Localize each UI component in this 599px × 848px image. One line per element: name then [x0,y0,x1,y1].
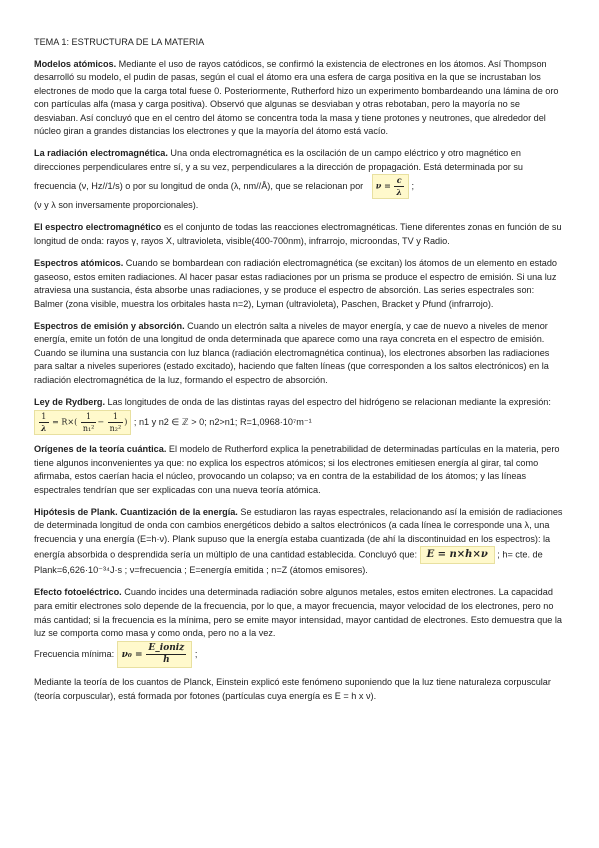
text-fotoelectrico: Cuando incides una determinada radiación sobre algunos metales, estos emiten electrones. La capacidad para emitir electrones solo depende de la frecuencia, por lo que, a mayor frecuencia, mayor velocidad de los electrones, pero no más cantidad; si la frecuencia es la mínima, pero se emite mayor intensidad, mayor cantidad de electrones. Esto demuestra que la luz se comporta como masa y como onda, pero no a la vez. [34,587,562,639]
freq-label: Frecuencia mínima: [34,648,115,659]
paragraph-modelos-atomicos [34,58,564,139]
heading-plank: Hipótesis de Plank. Cuantización de la energía. [34,506,238,517]
rydberg-b-num: 1 [108,411,124,423]
text-espectros-atomicos: Cuando se bombardean con radiación electromagnética (se excitan) los átomos de un elemento en estado gaseoso, estos emiten radiaciones. Al hacer pasar estas radiaciones por un prisma se produce el espectro de emisión. Si una luz atraviesa una sustancia, ésta absorbe unas radiaciones, y se produce el espectro de absorción. Las series espectrales son: Balmer (zona visible, muestra los orbitales hasta n=2), Lyman (ultravioleta), Paschen, Bracket y Pfund (infrarrojo). [34,258,557,309]
heading-espectro: El espectro electromagnético [34,222,162,233]
document-title: TEMA 1: ESTRUCTURA DE LA MATERIA [34,37,205,47]
plank-formula-text: E = n×h×ν [426,549,488,561]
text-rydberg: Las longitudes de onda de las distintas rayas del espectro del hidrógeno se relacionan mediante la expresión: [105,396,551,407]
rydberg-lhs-den: λ [41,422,47,433]
freqmin-den: h [163,654,170,665]
text-einstein: Mediante la teoría de los cuantos de Planck, Einstein explicó este fenómeno suponiendo que la luz tiene naturaleza corpuscular (teoría corpuscular), está formada por fotones (partículas cuya energía es E = h x ν). [34,677,551,701]
text-radiacion-tail: (ν y λ son inversamente proporcionales). [34,200,199,211]
rydberg-lhs-fraction [39,411,49,434]
rydberg-mid: = R× [52,417,75,427]
rydberg-b-fraction [108,411,124,434]
rydberg-a-fraction [81,411,97,434]
rydberg-a-den: n₁² [82,423,95,433]
paragraph-rydberg [34,396,564,435]
formula-numerator: c [394,175,404,187]
paragraph-fotoelectrico [34,586,564,667]
document-page [34,36,564,712]
rydberg-b-den: n₂² [109,423,122,433]
formula-lhs: ν = [375,180,391,191]
plank-after: ; h= cte. de Plank=6,626·10⁻³⁴J·s ; ν=frecuencia ; E=energía emitida ; n=Z (átomos emisores). [34,549,543,576]
paragraph-plank [34,506,564,578]
rydberg-a-num: 1 [81,411,97,423]
rydberg-lhs-num: 1 [39,411,49,423]
formula-rydberg: $\frac{1}{\lambda}$ = R×( $\frac{1}{\text{n₁²}}$ − $\frac{1}{\text{n₂²}}$ ) [34,410,131,435]
text-emision-absorcion: Cuando un electrón salta a niveles de mayor energía, y cae de nuevo a niveles de menor energía, emite un fotón de una longitud de onda determinada que aparece como una raya concreta en el espectro de emisión. Cuando se ilumina una sustancia con luz blanca (radiación electromagnética continua), los electrones absorben las radiaciones para saltar a niveles superiores (estado excitado), haciendo que falten líneas (que corresponden a los saltos electrónicos) en la radiación electromagnética de la luz, formando el espectro de absorción. [34,320,550,385]
heading-radiacion: La radiación electromagnética. [34,148,168,159]
paragraph-espectros-atomicos [34,257,564,311]
formula-frecuencia-minima [117,641,193,668]
paragraph-einstein [34,676,564,703]
text-plank: Se estudiaron las rayas espectrales, relacionando así la emisión de radiaciones de determinada longitud de onda con cambios energéticos debido a saltos electrónicos (a cada línea le corresponde una λ, una frecuencia y una energía (E=h·ν). Plank supuso que la energía estaba cuantizada (de ahí la discontinuidad en los espectros): la energía absorbida o desprendida sería un múltiplo de una cantidad establecida. Concluyó que: [34,506,563,560]
text-teoria-cuantica: El modelo de Rutherford explica la penetrabilidad de determinadas partículas en la materia, pero tiene algunos inconvenientes ya que: no explica los espectros atómicos; si los electrones emitiesen energía al girar, tal como afirmaba, estos caerían hacia el núcleo, provocando un colapso; va en contra de la estabilidad de los átomos; y las líneas espectrales tendrían que ser explicadas con una nueva teoría atómica. [34,444,560,495]
text-espectro: es el conjunto de todas las reacciones electromagnéticas. Tiene diferentes zonas en función de su longitud de onda: rayos γ, rayos X, ultravioleta, visible(400-700nm), infrarrojo, microondas, TV y Radio. [34,222,562,247]
paragraph-emision-absorcion [34,320,564,388]
formula-fraction [394,175,404,198]
freqmin-fraction [146,643,186,666]
text-radiacion: Una onda electromagnética es la oscilación de un campo eléctrico y otro magnético en direcciones perpendiculares entre sí, y a su vez, perpendiculares a la dirección de propagación. Está determinada por su frecuencia (ν, Hz//1/s) o por su longitud de onda (λ, nm//Å), que se relacionan por [34,148,523,192]
rydberg-after: ; n1 y n2 ∈ ℤ > 0; n2>n1; R=1,0968·10⁷m⁻¹ [131,416,312,427]
paragraph-radiacion [34,147,564,213]
formula-plank [420,546,495,564]
freqmin-after: ; [192,648,198,659]
formula-after: ; [408,181,415,192]
heading-rydberg: Ley de Rydberg. [34,396,105,407]
heading-emision-absorcion: Espectros de emisión y absorción. [34,320,185,331]
freqmin-num: E_ioniz [148,642,185,653]
freqmin-lhs: ν₀ = [121,649,143,660]
heading-teoria-cuantica: Orígenes de la teoría cuántica. [34,444,167,455]
formula-frequency-wavelength [372,174,409,199]
formula-denominator: λ [396,187,402,198]
heading-fotoelectrico: Efecto fotoeléctrico. [34,587,122,598]
heading-modelos-atomicos: Modelos atómicos. [34,58,117,69]
heading-espectros-atomicos: Espectros atómicos. [34,258,124,269]
paragraph-teoria-cuantica [34,443,564,497]
paragraph-espectro [34,221,564,248]
text-modelos-atomicos: Mediante el uso de rayos catódicos, se confirmó la existencia de electrones en los átomos. Así Thompson desarrolló su modelo, el pudin de pasas, según el cual el átomo era una esfera de carga positiva en la que se incrustaban los electrones de modo que la carga total fuese 0. Posteriormente, Rutherford hizo un experimento bombardeando una lámina de oro con partículas alfa (masa y carga positiva). Observó que algunas se desviaban y otras rebotaban, pero la mayoría no se desviaban. Así concluyó que en el centro del átomo se concentra toda la masa y tiene protones y neutrones, que alrededor del núcleo giran a grandes distancias los electrones y que la mayoría del átomo está vacío. [34,58,559,137]
